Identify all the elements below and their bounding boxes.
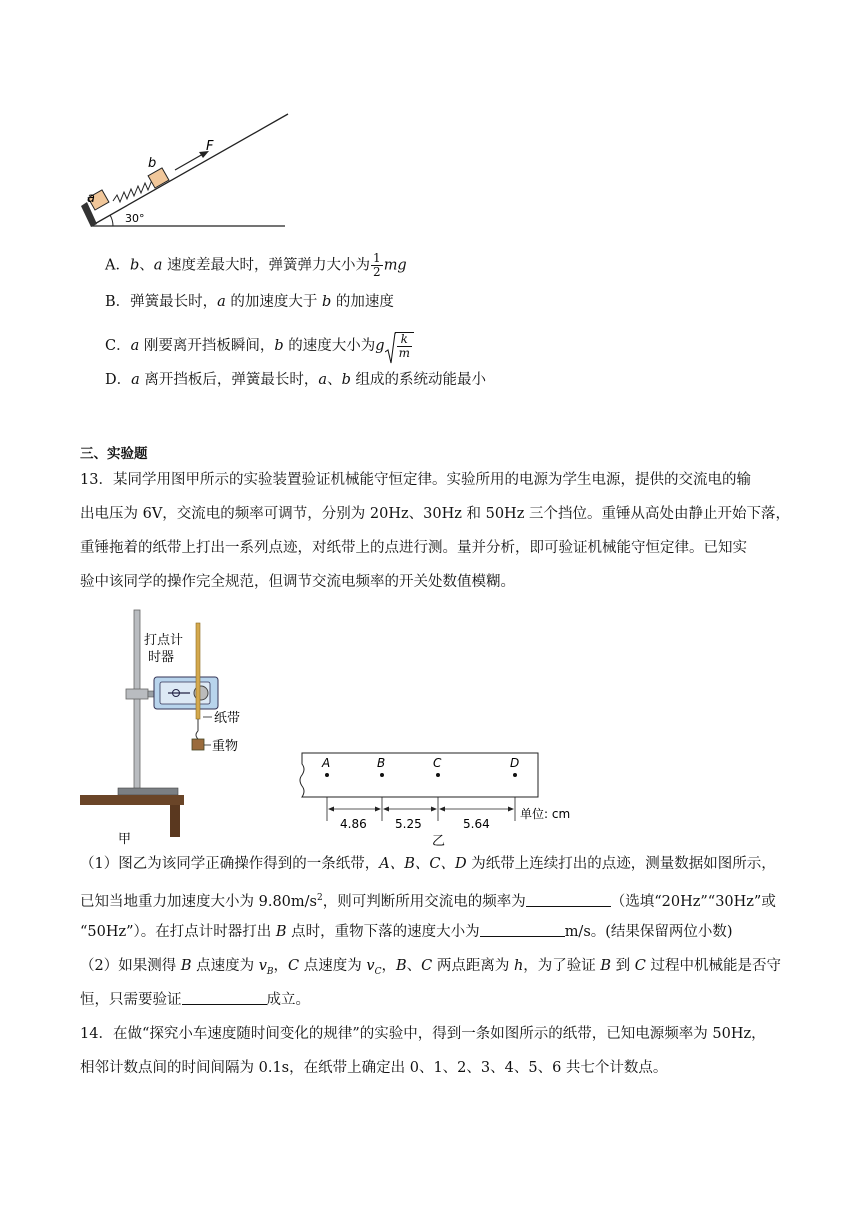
- option-c: C．a 刚要离开挡板瞬间，b 的速度大小为g $\frac{k}{m}$: [105, 332, 414, 360]
- point-A: A: [322, 756, 331, 770]
- tape-figure: [290, 745, 590, 850]
- distance-BC: 5.25: [395, 817, 422, 831]
- option-d: D．a 离开挡板后，弹簧最长时，a、b 组成的系统动能最小: [105, 372, 486, 388]
- q13-line-2: 出电压为 6V，交流电的频率可调节，分别为 20Hz、30Hz 和 50Hz 三个挡位。重锤从高处由静止开始下落，: [80, 506, 790, 522]
- velocity-answer-blank[interactable]: [480, 922, 565, 937]
- q14-line-2: 相邻计数点间的时间间隔为 0.1s，在纸带上确定出 0、1、2、3、4、5、6 共七个计数点。: [80, 1060, 668, 1076]
- equation-answer-blank[interactable]: [182, 990, 267, 1005]
- figure-caption-yi: 乙: [432, 834, 446, 849]
- q13-line-4: 验中该同学的操作完全规范，但调节交流电频率的开关处数值模糊。: [80, 574, 515, 590]
- q13-part2-line-2: 恒，只需要验证 成立。: [80, 992, 310, 1008]
- label-F: F: [206, 139, 214, 154]
- q14-line-1: 14．在做“探究小车速度随时间变化的规律”的实验中，得到一条如图所示的纸带，已知电源频率为 50Hz，: [80, 1026, 766, 1042]
- q13-line-3: 重锤拖着的纸带上打出一系列点迹，对纸带上的点进行测。量并分析，即可验证机械能守恒定律。已知实: [80, 540, 747, 556]
- figure-caption-jia: 甲: [118, 832, 132, 847]
- tape-label: 纸带: [214, 711, 241, 726]
- fraction-one-half: $\frac{1}{2}$: [373, 251, 381, 279]
- incline-figure: [75, 110, 295, 235]
- label-angle: 30°: [125, 212, 145, 225]
- q13-line-1: 13．某同学用图甲所示的实验装置验证机械能守恒定律。实验所用的电源为学生电源，提供的交流电的输: [80, 472, 751, 488]
- distance-CD: 5.64: [463, 817, 490, 831]
- point-C: C: [433, 756, 442, 770]
- label-b: b: [148, 156, 157, 171]
- unit-label: 单位: cm: [520, 807, 571, 821]
- section-title: 三、实验题: [80, 446, 148, 462]
- timer-label-2: 时器: [148, 650, 175, 665]
- distance-AB: 4.86: [340, 817, 367, 831]
- option-a: A．b、a 速度差最大时，弹簧弹力大小为 $\frac{1}{2}$ mg: [105, 251, 407, 279]
- apparatus-figure: [78, 605, 258, 850]
- sqrt-k-over-m: $\frac{k}{m}$: [385, 332, 414, 360]
- q13-part1-line-1: （1）图乙为该同学正确操作得到的一条纸带，A、B、C、D 为纸带上连续打出的点迹，测量数据如图所示，: [80, 856, 776, 872]
- q13-part2-line-1: （2）如果测得 B 点速度为 $v_B$，C 点速度为 $v_C$，B、C 两点距离为 h，为了验证 B 到 C 过程中机械能是否守: [80, 958, 781, 977]
- weight-label: 重物: [212, 739, 239, 754]
- label-a: a: [87, 191, 95, 206]
- timer-label-1: 打点计: [144, 633, 184, 648]
- q13-part1-line-2: 已知当地重力加速度大小为 $9.80m/s^2$，则可判断所用交流电的频率为 （选填“20Hz”“30Hz”或: [80, 893, 776, 910]
- frequency-answer-blank[interactable]: [526, 892, 611, 907]
- point-B: B: [377, 756, 386, 770]
- q13-part1-line-3: “50Hz”）。在打点计时器打出 B 点时，重物下落的速度大小为 m/s。(结果保留两位小数): [80, 924, 733, 940]
- point-D: D: [510, 756, 520, 770]
- option-b: B．弹簧最长时，a 的加速度大于 b 的加速度: [105, 294, 394, 310]
